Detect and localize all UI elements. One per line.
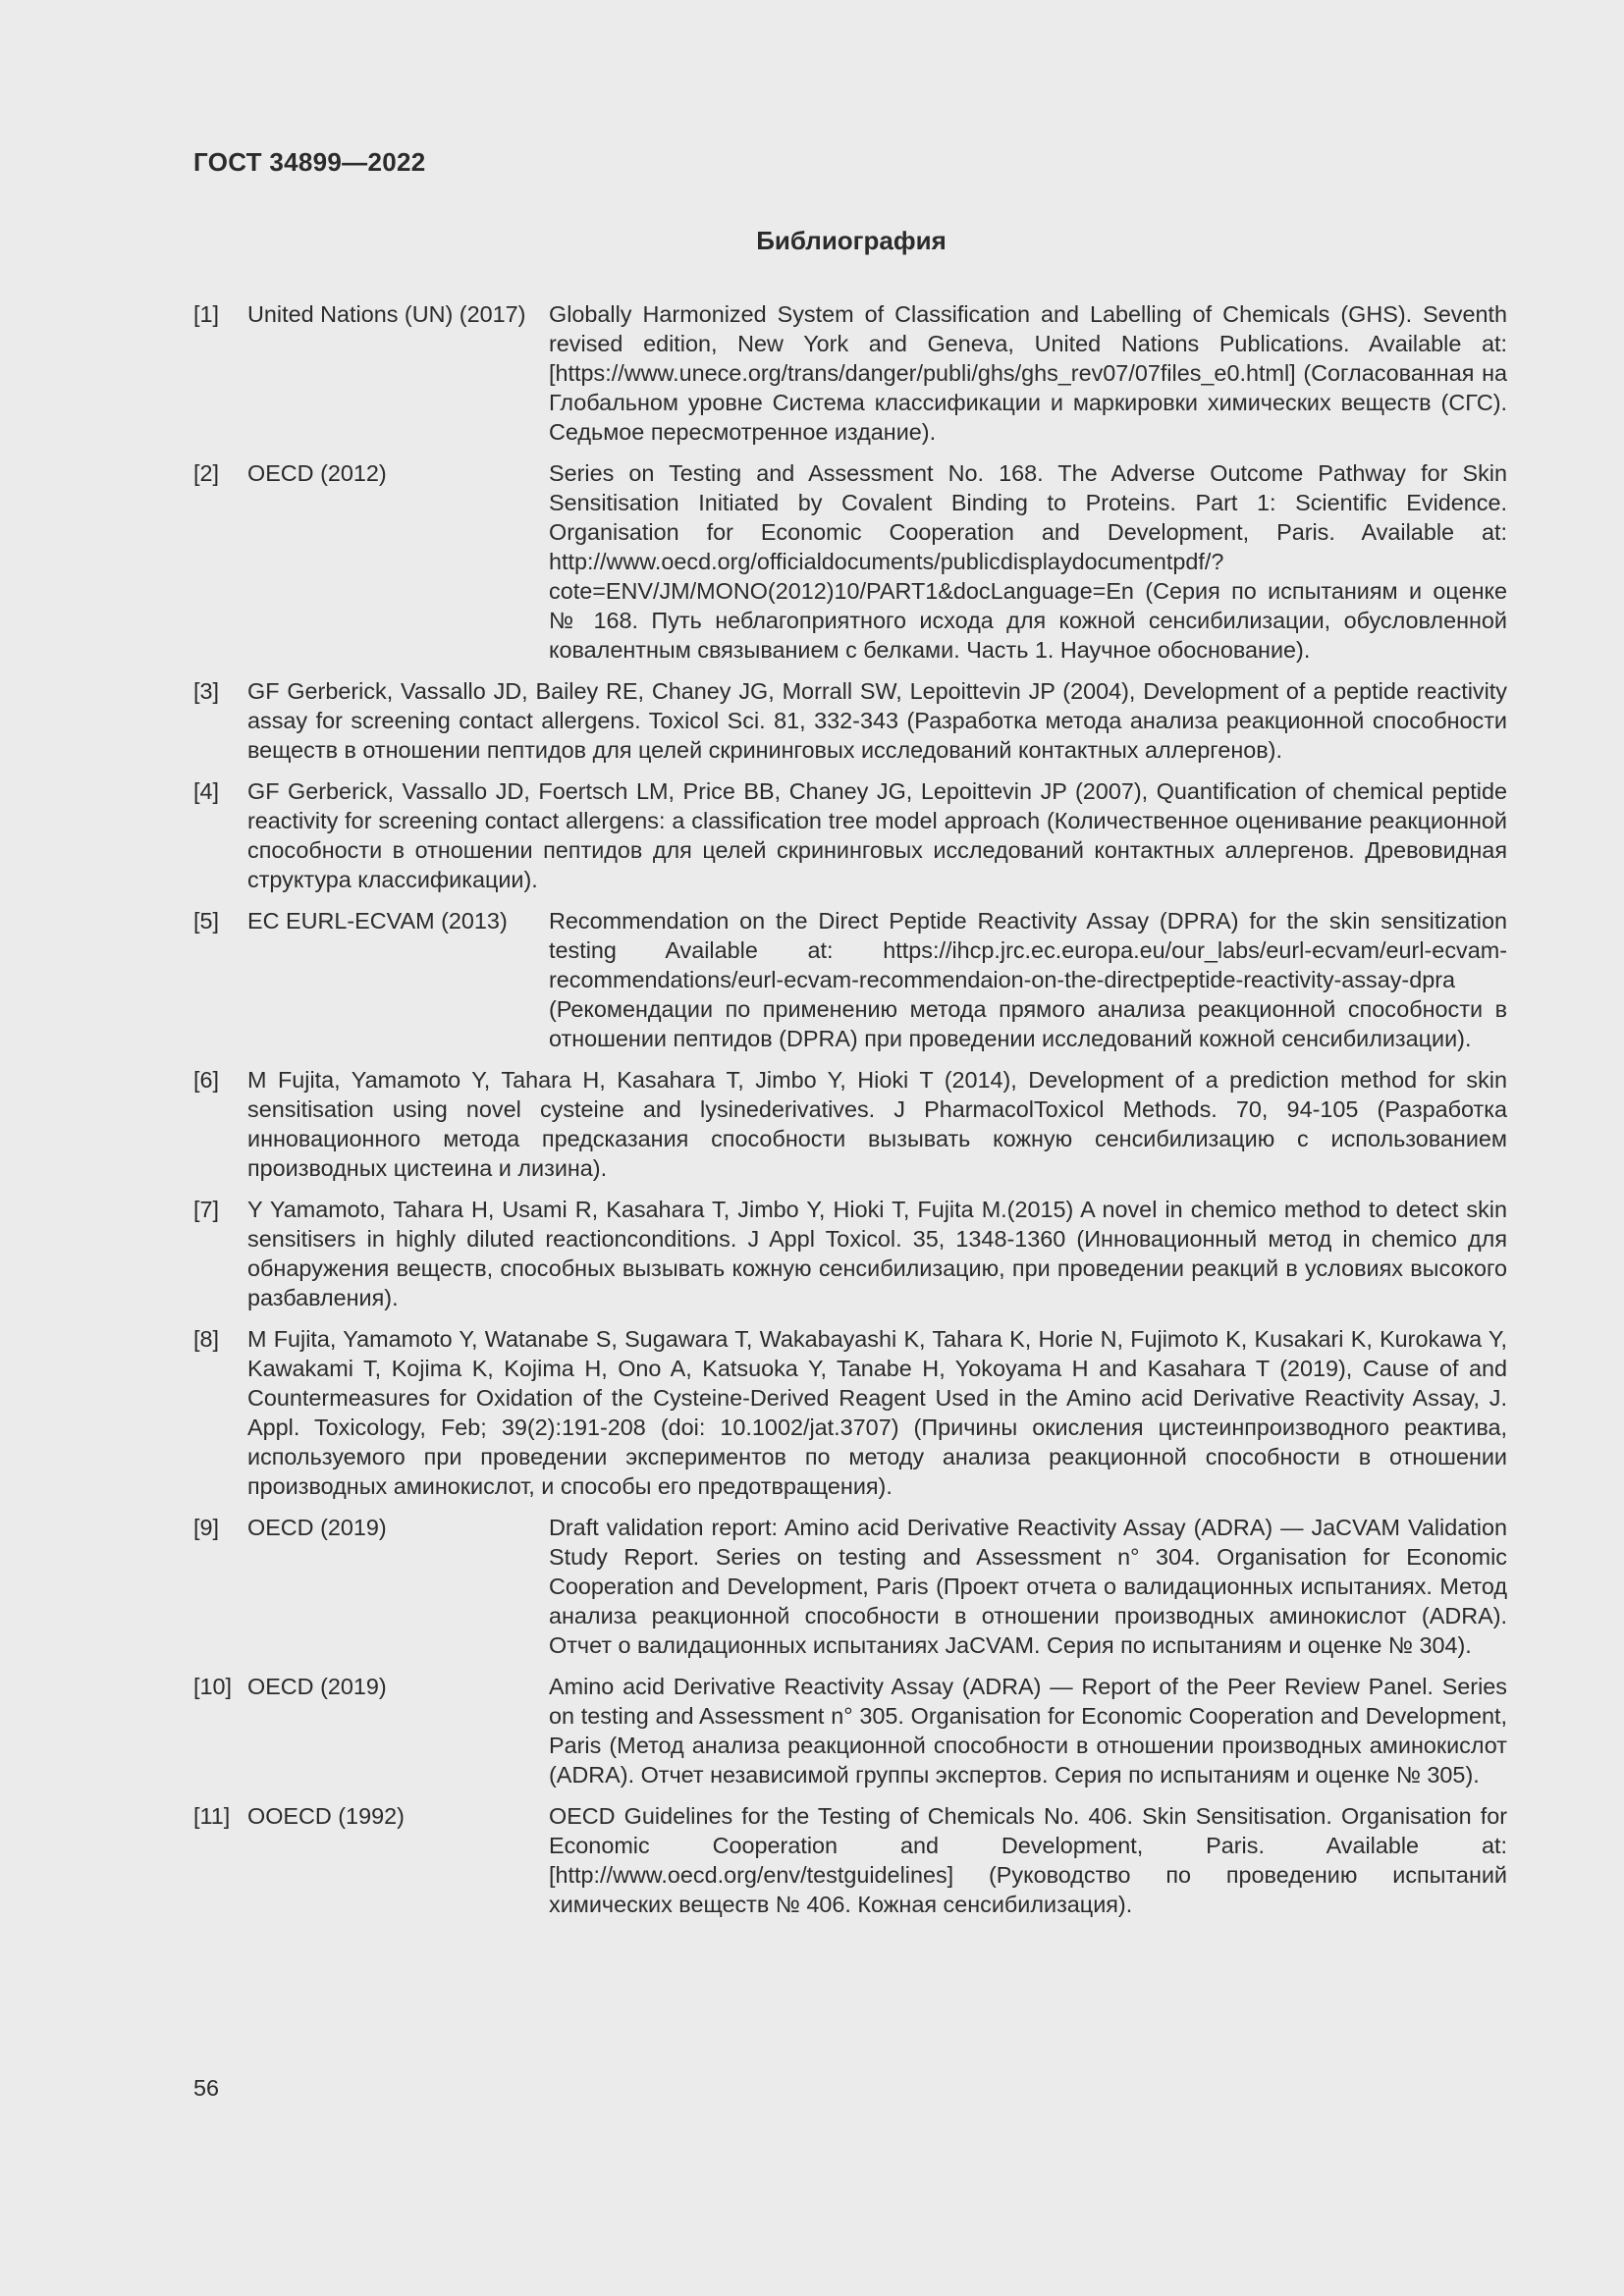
entry-number: [10] — [193, 1674, 233, 1699]
document-code-header: ГОСТ 34899—2022 — [193, 147, 426, 177]
entry-number: [11] — [193, 1803, 231, 1829]
bibliography-entry — [193, 906, 1507, 1053]
bibliography-entry — [193, 1195, 1507, 1312]
entry-text: GF Gerberick, Vassallo JD, Foertsch LM, Price BB, Chaney JG, Lepoittevin JP (2007), Quantification of chemical peptide reactivity for screening contact allergens: a classification tree model approach (Количественное оценивание реакционной способности в отношении пептидов для целей скрининговых исследований контактных аллергенов. Древовидная структура классификации). — [247, 778, 1507, 892]
entry-author: OECD (2012) — [247, 460, 387, 486]
entry-text: Amino acid Derivative Reactivity Assay (ADRA) — Report of the Peer Review Panel. Series on testing and Assessment n° 305. Organisation for Economic Cooperation and Development, Paris (Метод анализа реакционной способности в отношении производных аминокислот (ADRA). Отчет независимой группы экспертов. Серия по испытаниям и оценке № 305). — [549, 1674, 1507, 1788]
entry-author: United Nations (UN) (2017) — [247, 301, 526, 327]
entry-number: [7] — [193, 1197, 220, 1222]
entry-text: Series on Testing and Assessment No. 168. The Adverse Outcome Pathway for Skin Sensitisation Initiated by Covalent Binding to Proteins. Part 1: Scientific Evidence. Organisation for Economic Cooperation and Development, Paris. Available at: http://www.oecd.org/officialdocuments/publicdisplaydocumentpdf/?cote=ENV/JM/MONO(2012)10/PART1&docLanguage=En (Серия по испытаниям и оценке № 168. Путь неблагоприятного исхода для кожной сенсибилизации, обусловленной ковалентным связыванием с белками. Часть 1. Научное обоснование). — [549, 460, 1507, 663]
entry-number: [3] — [193, 678, 220, 704]
bibliography-entry — [193, 1324, 1507, 1501]
entry-number: [6] — [193, 1067, 220, 1093]
entry-text: GF Gerberick, Vassallo JD, Bailey RE, Chaney JG, Morrall SW, Lepoittevin JP (2004), Development of a peptide reactivity assay for screening contact allergens. Toxicol Sci. 81, 332-343 (Разработка метода анализа реакционной способности веществ в отношении пептидов для целей скрининговых исследований контактных аллергенов). — [247, 678, 1507, 763]
bibliography-entry — [193, 1513, 1507, 1660]
entry-number: [9] — [193, 1515, 220, 1540]
bibliography-entry — [193, 676, 1507, 765]
entry-number: [8] — [193, 1326, 220, 1352]
entry-text: M Fujita, Yamamoto Y, Watanabe S, Sugawara T, Wakabayashi K, Tahara K, Horie N, Fujimoto K, Kusakari K, Kurokawa Y, Kawakami T, Kojima K, Kojima H, Ono A, Katsuoka Y, Tanabe H, Yokoyama H and Kasahara T (2019), Cause of and Countermeasures for Oxidation of the Cysteine-Derived Reagent Used in the Amino acid Derivative Reactivity Assay, J. Appl. Toxicology, Feb; 39(2):191-208 (doi: 10.1002/jat.3707) (Причины окисления цистеинпроизводного реактива, используемого при проведении экспериментов по методу анализа реакционной способности в отношении производных аминокислот, и способы его предотвращения). — [247, 1326, 1507, 1499]
bibliography-entry — [193, 1801, 1507, 1919]
entry-text: Draft validation report: Amino acid Derivative Reactivity Assay (ADRA) — JaCVAM Validation Study Report. Series on testing and Assessment n° 304. Organisation for Economic Cooperation and Development, Paris (Проект отчета о валидационных испытаниях. Метод анализа реакционной способности в отношении производных аминокислот (ADRA). Отчет о валидационных испытаниях JaCVAM. Серия по испытаниям и оценке № 304). — [549, 1515, 1507, 1658]
bibliography-entry — [193, 299, 1507, 447]
page-number: 56 — [193, 2075, 220, 2101]
bibliography-entry — [193, 458, 1507, 665]
entry-number: [2] — [193, 460, 220, 486]
entry-number: [5] — [193, 908, 220, 934]
entry-text: Recommendation on the Direct Peptide Reactivity Assay (DPRA) for the skin sensitization testing Available at: https://ihcp.jrc.ec.europa.eu/our_labs/eurl-ecvam/eurl-ecvam-recommendations/eurl-ecvam-recommendaion-on-the-directpeptide-reactivity-assay-dpra (Рекомендации по применению метода прямого анализа реакционной способности в отношении пептидов (DPRA) при проведении исследований кожной сенсибилизации). — [549, 908, 1507, 1051]
entry-text: OECD Guidelines for the Testing of Chemicals No. 406. Skin Sensitisation. Organisation for Economic Cooperation and Development, Paris. Available at: [http://www.oecd.org/env/testguidelines] (Руководство по проведению испытаний химических веществ № 406. Кожная сенсибилизация). — [549, 1803, 1507, 1917]
section-title: Библиография — [756, 226, 947, 255]
bibliography-entry — [193, 776, 1507, 894]
entry-text: Y Yamamoto, Tahara H, Usami R, Kasahara T, Jimbo Y, Hioki T, Fujita M.(2015) A novel in chemico method to detect skin sensitisers in highly diluted reactionconditions. J Appl Toxicol. 35, 1348-1360 (Инновационный метод in chemico для обнаружения веществ, способных вызывать кожную сенсибилизацию, при проведении реакций в условиях высокого разбавления). — [247, 1197, 1507, 1310]
entry-text: M Fujita, Yamamoto Y, Tahara H, Kasahara T, Jimbo Y, Hioki T (2014), Development of a prediction method for skin sensitisation using novel cysteine and lysinederivatives. J PharmacolToxicol Methods. 70, 94-105 (Разработка инновационного метода предсказания способности вызывать кожную сенсибилизацию с использованием производных цистеина и лизина). — [247, 1067, 1507, 1181]
entry-text: Globally Harmonized System of Classification and Labelling of Chemicals (GHS). Seventh revised edition, New York and Geneva, United Nations Publications. Available at: [https://www.unece.org/trans/danger/publi/ghs/ghs_rev07/07files_e0.html] (Согласованная на Глобальном уровне Система классификации и маркировки химических веществ (СГС). Седьмое пересмотренное издание). — [549, 301, 1507, 445]
entry-author: EC EURL-ECVAM (2013) — [247, 908, 508, 934]
entry-number: [1] — [193, 301, 220, 327]
entry-author: OOECD (1992) — [247, 1803, 405, 1829]
bibliography-list — [193, 299, 1507, 1931]
entry-author: OECD (2019) — [247, 1515, 387, 1540]
bibliography-entry — [193, 1065, 1507, 1183]
entry-author: OECD (2019) — [247, 1674, 387, 1699]
entry-number: [4] — [193, 778, 220, 804]
bibliography-entry — [193, 1672, 1507, 1789]
